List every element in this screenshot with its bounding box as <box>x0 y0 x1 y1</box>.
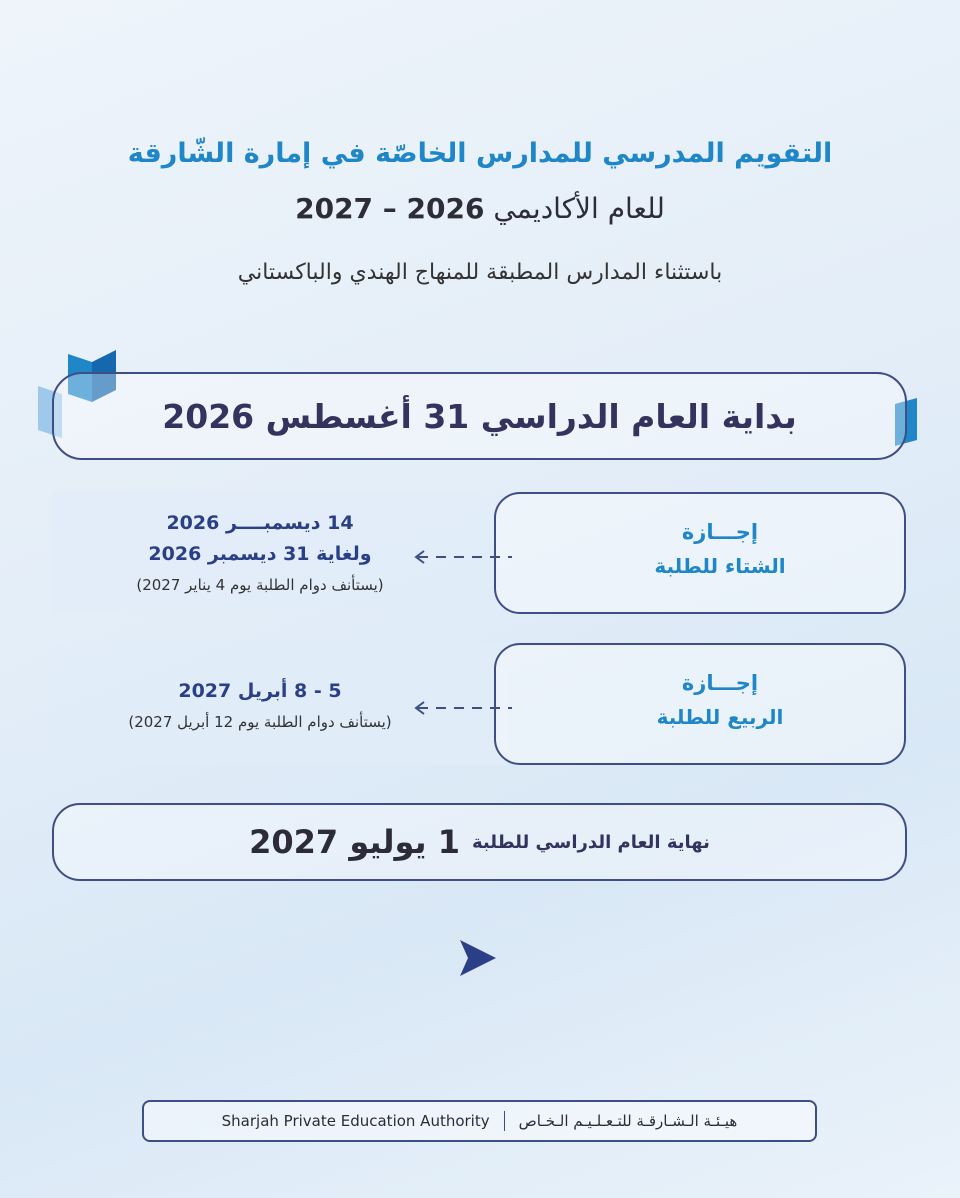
play-icon <box>458 938 498 978</box>
page-title: التقويم المدرسي للمدارس الخاصّة في إمارة الشّارقة <box>127 138 833 169</box>
exception-note: باستثناء المدارس المطبقة للمنهاج الهندي والباكستاني <box>237 260 723 285</box>
footer-separator <box>504 1111 505 1131</box>
winter-holiday-label-line2: الشتاء للطلبة <box>654 554 786 578</box>
authority-name-arabic: هيـئـة الـشـارقـة للتـعـلـيـم الـخـاص <box>518 1112 738 1130</box>
school-year-end-label: نهاية العام الدراسي للطلبة <box>471 831 710 853</box>
school-year-end-date: 1 يوليو 2027 <box>249 823 460 861</box>
school-year-start <box>52 372 907 460</box>
winter-holiday-end-date: ولغاية 31 ديسمبر 2026 <box>148 543 372 565</box>
academic-year-prefix: للعام الأكاديمي <box>493 192 665 225</box>
school-year-end <box>52 803 907 881</box>
academic-year-range: 2026 – 2027 <box>295 192 485 225</box>
winter-holiday-box <box>494 492 906 614</box>
winter-holiday-label-line1: إجـــازة <box>681 520 759 544</box>
spring-holiday-dates <box>60 676 460 731</box>
spring-resume-note: (يستأنف دوام الطلبة يوم 12 أبريل 2027) <box>128 713 392 731</box>
school-year-start-date: 31 أغسطس 2026 <box>162 396 470 436</box>
spring-holiday-label-line2: الربيع للطلبة <box>656 705 784 729</box>
authority-name-english: Sharjah Private Education Authority <box>221 1112 490 1130</box>
spring-holiday-date-range: 5 - 8 أبريل 2027 <box>178 680 342 702</box>
winter-holiday-start-date: 14 ديسمبــــر 2026 <box>166 512 354 534</box>
winter-resume-note: (يستأنف دوام الطلبة يوم 4 يناير 2027) <box>136 576 384 594</box>
authority-footer <box>142 1100 817 1142</box>
spring-holiday-box <box>494 643 906 765</box>
spring-holiday-label-line1: إجـــازة <box>681 671 759 695</box>
academic-year-subtitle <box>0 192 960 225</box>
winter-holiday-dates <box>60 508 460 594</box>
school-year-start-label: بداية العام الدراسي <box>480 396 797 436</box>
